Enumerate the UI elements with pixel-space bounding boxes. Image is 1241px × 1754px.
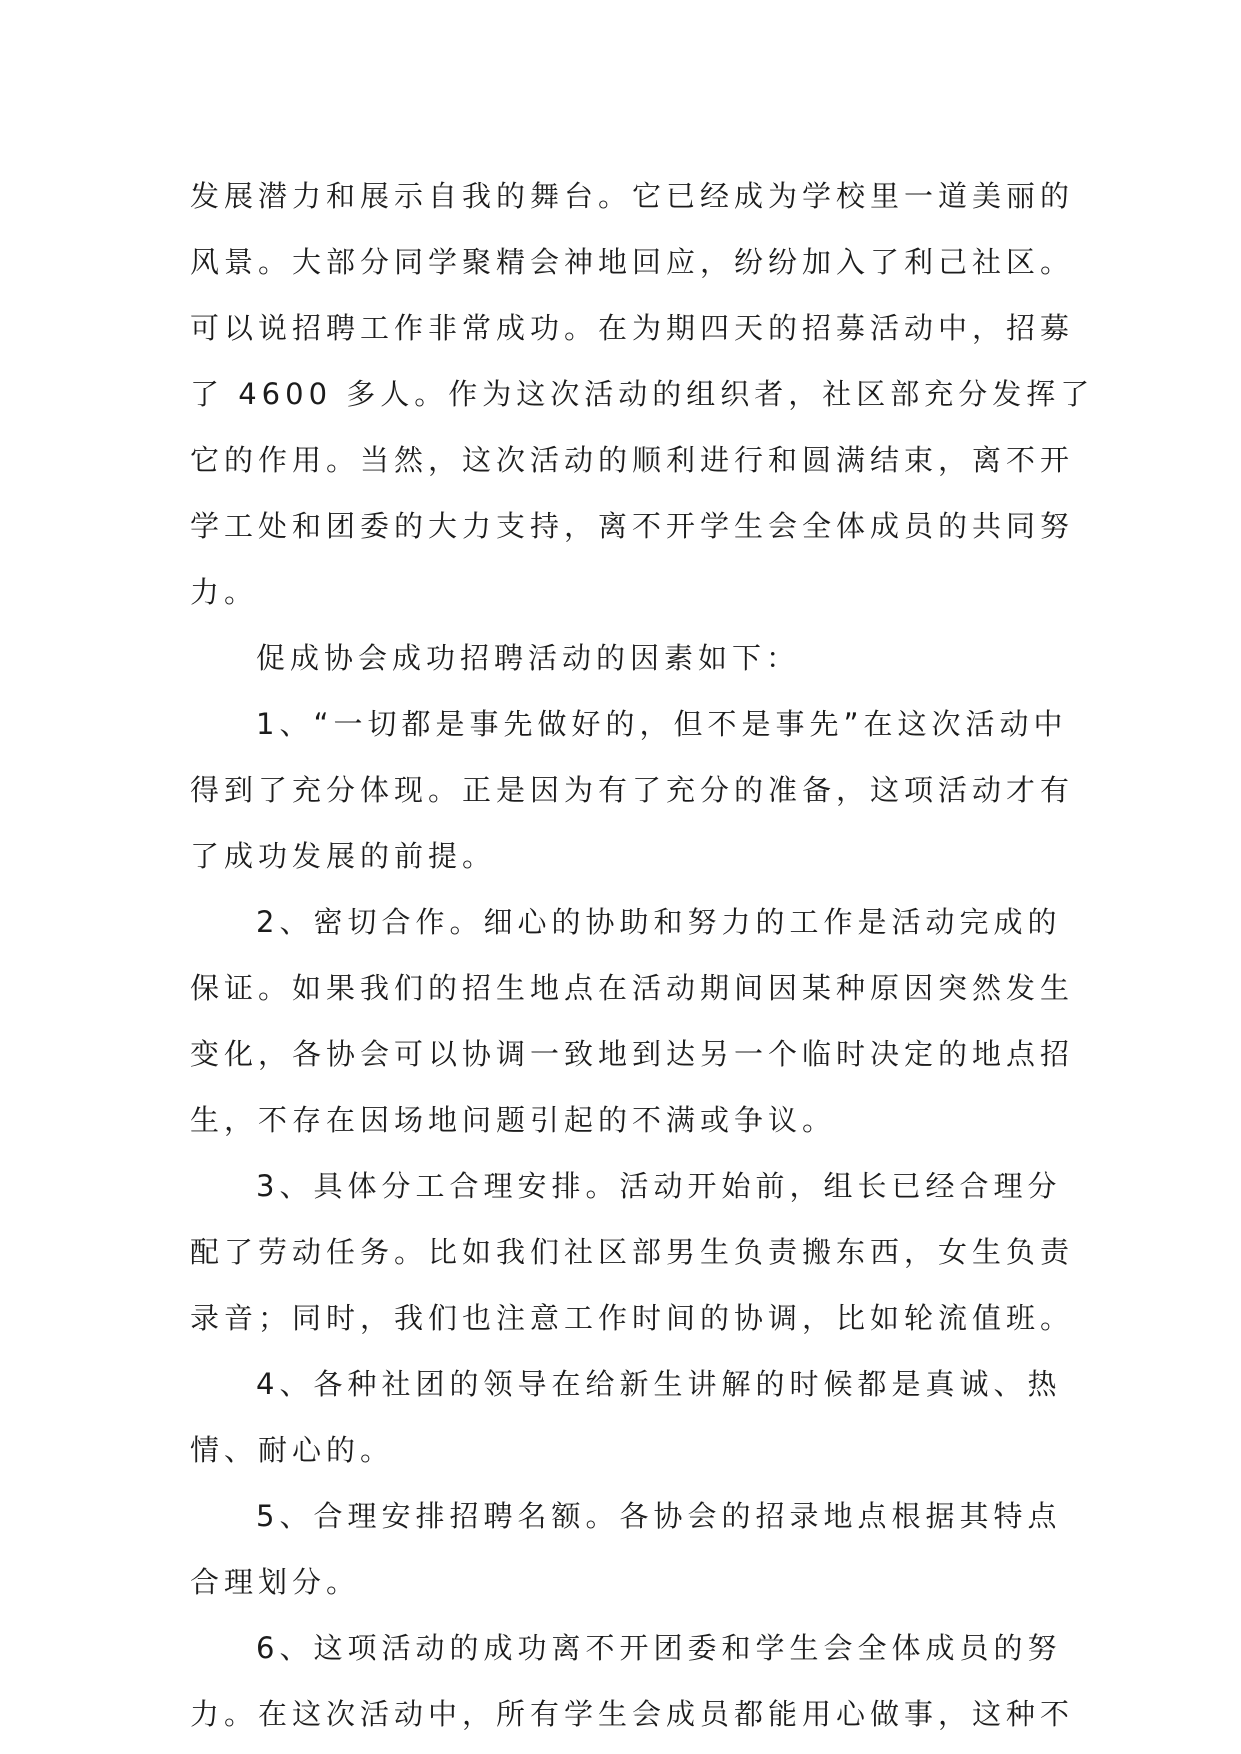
paragraph-2 xyxy=(190,625,1060,691)
text-line: 配了劳动任务。比如我们社区部男生负责搬东西，女生负责 xyxy=(190,1235,1075,1269)
text-line: 得到了充分体现。正是因为有了充分的准备，这项活动才有 xyxy=(190,773,1075,807)
text-line: 2、密切合作。细心的协助和努力的工作是活动完成的 xyxy=(256,905,1062,939)
document-body xyxy=(190,163,1095,1747)
text-line: 1、“一切都是事先做好的，但不是事先”在这次活动中 xyxy=(256,707,1068,741)
text-line: 6、这项活动的成功离不开团委和学生会全体成员的努 xyxy=(256,1631,1062,1665)
text-line: 保证。如果我们的招生地点在活动期间因某种原因突然发生 xyxy=(190,971,1075,1005)
text-line: 5、合理安排招聘名额。各协会的招录地点根据其特点 xyxy=(256,1499,1062,1533)
text-line: 力。 xyxy=(190,575,259,609)
text-line: 风景。大部分同学聚精会神地回应，纷纷加入了利己社区。 xyxy=(190,245,1075,279)
text-line: 它的作用。当然，这次活动的顺利进行和圆满结束，离不开 xyxy=(190,443,1075,477)
text-line: 学工处和团委的大力支持，离不开学生会全体成员的共同努 xyxy=(190,509,1075,543)
text-line: 录音；同时，我们也注意工作时间的协调，比如轮流值班。 xyxy=(190,1301,1075,1335)
paragraph-6 xyxy=(190,1351,1060,1483)
paragraph-7 xyxy=(190,1483,1060,1615)
text-line: 情、耐心的。 xyxy=(190,1433,395,1467)
text-line: 3、具体分工合理安排。活动开始前，组长已经合理分 xyxy=(256,1169,1062,1203)
text-line: 4、各种社团的领导在给新生讲解的时候都是真诚、热 xyxy=(256,1367,1062,1401)
text-line: 合理划分。 xyxy=(190,1565,361,1599)
text-line: 生，不存在因场地问题引起的不满或争议。 xyxy=(190,1103,837,1137)
text-line: 变化，各协会可以协调一致地到达另一个临时决定的地点招 xyxy=(190,1037,1075,1071)
text-line: 力。在这次活动中，所有学生会成员都能用心做事，这种不 xyxy=(190,1697,1075,1731)
text-line: 可以说招聘工作非常成功。在为期四天的招募活动中，招募 xyxy=(190,311,1075,345)
paragraph-3 xyxy=(190,691,1075,889)
text-line: 发展潜力和展示自我的舞台。它已经成为学校里一道美丽的 xyxy=(190,179,1075,213)
paragraph-4 xyxy=(190,889,1075,1153)
text-line: 促成协会成功招聘活动的因素如下： xyxy=(256,641,801,675)
paragraph-8 xyxy=(190,1615,1075,1747)
paragraph-5 xyxy=(190,1153,1075,1351)
text-line: 了 4600 多人。作为这次活动的组织者，社区部充分发挥了 xyxy=(190,377,1095,411)
text-line: 了成功发展的前提。 xyxy=(190,839,497,873)
paragraph-1 xyxy=(190,163,1095,625)
